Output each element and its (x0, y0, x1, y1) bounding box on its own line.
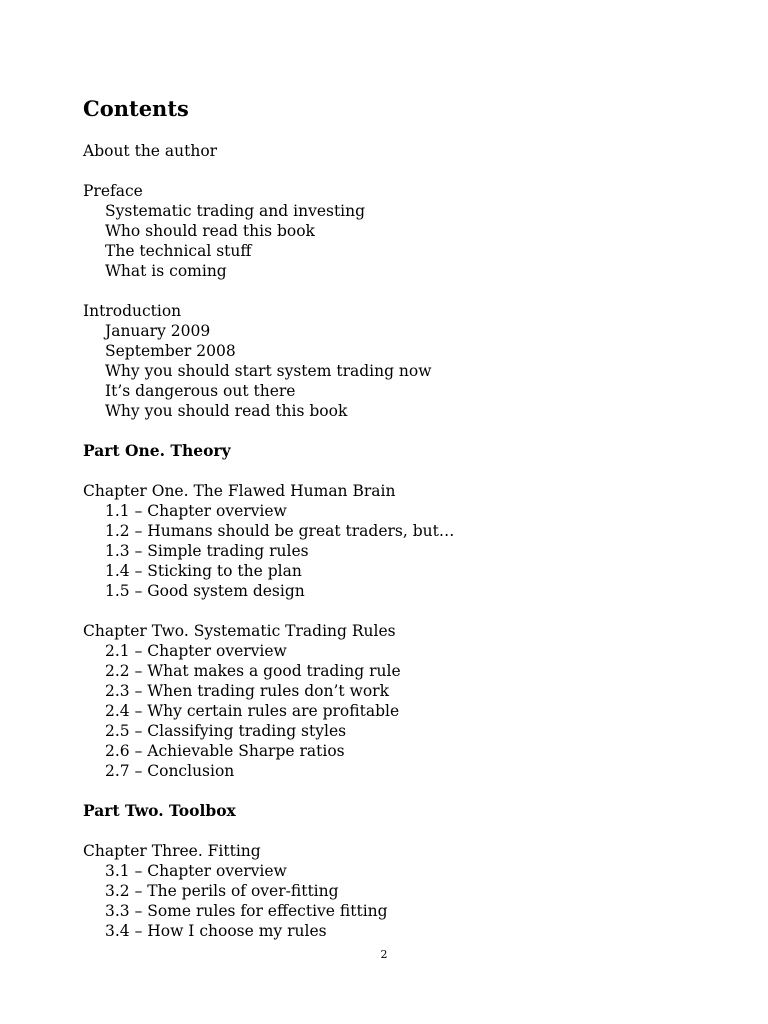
toc-subsection-entry: 2.7 – Conclusion (105, 762, 235, 780)
toc-section-entry: Chapter Two. Systematic Trading Rules (83, 622, 396, 640)
toc-section-entry: Chapter One. The Flawed Human Brain (83, 482, 396, 500)
toc-subsection-entry: 2.5 – Classifying trading styles (105, 722, 347, 740)
toc-section-entry: Preface (83, 182, 143, 200)
toc-subsection-entry: September 2008 (105, 342, 236, 360)
toc-subsection-entry: 2.4 – Why certain rules are profitable (105, 702, 400, 720)
toc-section-entry: Chapter Three. Fitting (83, 842, 261, 860)
toc-subsection-entry: 2.2 – What makes a good trading rule (105, 662, 401, 680)
toc-subsection-entry: Systematic trading and investing (105, 202, 366, 220)
toc-subsection-entry: 1.1 – Chapter overview (105, 502, 287, 520)
part-heading: Part One. Theory (83, 441, 231, 460)
section-spacer (83, 421, 723, 441)
section-spacer (83, 601, 723, 621)
toc-subsection-entry: 3.4 – How I choose my rules (105, 922, 327, 940)
page-number: 2 (380, 948, 388, 961)
toc-subsection-entry: Why you should read this book (105, 402, 348, 420)
toc-section-entry: Introduction (83, 302, 182, 320)
section-spacer (83, 821, 723, 841)
section-spacer (83, 461, 723, 481)
section-spacer (83, 281, 723, 301)
toc-subsection-entry: 3.2 – The perils of over-fitting (105, 882, 339, 900)
toc-subsection-entry: 1.3 – Simple trading rules (105, 542, 309, 560)
section-spacer (83, 781, 723, 801)
toc-subsection-entry: Who should read this book (105, 222, 315, 240)
toc-subsection-entry: 3.1 – Chapter overview (105, 862, 287, 880)
toc-subsection-entry: 1.4 – Sticking to the plan (105, 562, 302, 580)
toc-subsection-entry: 2.3 – When trading rules don’t work (105, 682, 389, 700)
table-of-contents (83, 141, 723, 941)
toc-subsection-entry: The technical stuff (105, 242, 252, 260)
toc-subsection-entry: Why you should start system trading now (105, 362, 432, 380)
toc-subsection-entry: 1.5 – Good system design (105, 582, 305, 600)
toc-subsection-entry: What is coming (105, 262, 227, 280)
toc-section-entry: About the author (83, 142, 218, 160)
page-title: Contents (83, 96, 189, 121)
part-heading: Part Two. Toolbox (83, 801, 236, 820)
section-spacer (83, 161, 723, 181)
toc-subsection-entry: 1.2 – Humans should be great traders, but… (105, 522, 455, 540)
toc-subsection-entry: 3.3 – Some rules for effective fitting (105, 902, 388, 920)
toc-subsection-entry: It’s dangerous out there (105, 382, 296, 400)
toc-subsection-entry: 2.6 – Achievable Sharpe ratios (105, 742, 345, 760)
toc-subsection-entry: January 2009 (105, 322, 211, 340)
toc-subsection-entry: 2.1 – Chapter overview (105, 642, 287, 660)
